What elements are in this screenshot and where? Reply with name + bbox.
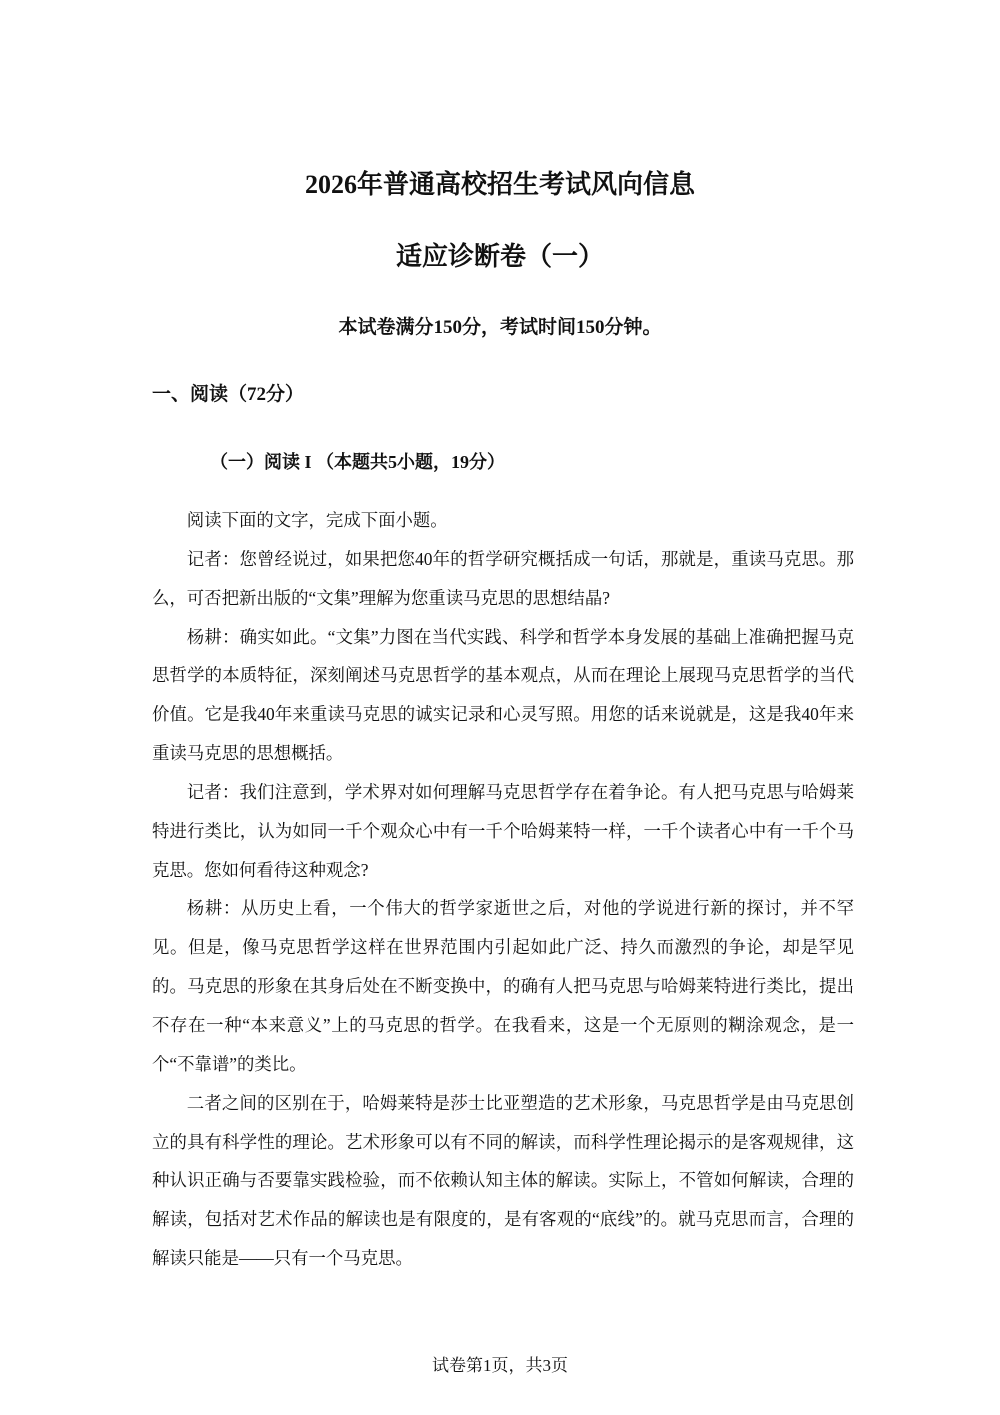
- exam-subtitle: 适应诊断卷（一）: [395, 242, 604, 271]
- exam-info: 本试卷满分150分，考试时间150分钟。: [338, 317, 662, 338]
- passage-paragraph: 杨耕：确实如此。“文集”力图在当代实践、科学和哲学本身发展的基础上准确把握马克思哲学的本质特征，深刻阐述马克思哲学的基本观点，从而在理论上展现马克思哲学的当代价值。它是我40年来重读马克思的诚实记录和心灵写照。用您的话来说就是，这是我40年来重读马克思的思想概括。: [152, 626, 854, 764]
- section-heading: 一、阅读（72分）: [152, 384, 305, 405]
- passage-instruction: 阅读下面的文字，完成下面小题。: [186, 510, 448, 530]
- passage-paragraph: 杨耕：从历史上看，一个伟大的哲学家逝世之后，对他的学说进行新的探讨，并不罕见。但是，像马克思哲学这样在世界范围内引起如此广泛、持久而激烈的争论，却是罕见的。马克思的形象在其身后处在不断变换中，的确有人把马克思与哈姆莱特进行类比，提出不存在一种“本来意义”上的马克思的哲学。在我看来，这是一个无原则的糊涂观念，是一个“不靠谱”的类比。: [152, 898, 854, 1074]
- passage-paragraph: 记者：您曾经说过，如果把您40年的哲学研究概括成一句话，那就是，重读马克思。那么，可否把新出版的“文集”理解为您重读马克思的思想结晶?: [152, 548, 854, 608]
- passage-paragraph: 二者之间的区别在于，哈姆莱特是莎士比亚塑造的艺术形象，马克思哲学是由马克思创立的具有科学性的理论。艺术形象可以有不同的解读，而科学性理论揭示的是客观规律，这种认识正确与否要靠实践检验，而不依赖认知主体的解读。实际上，不管如何解读，合理的解读，包括对艺术作品的解读也是有限度的，是有客观的“底线”的。就马克思而言，合理的解读只能是——只有一个马克思。: [152, 1092, 854, 1269]
- reading-passage: [152, 501, 854, 1278]
- passage-paragraph: 记者：我们注意到，学术界对如何理解马克思哲学存在着争论。有人把马克思与哈姆莱特进行类比，认为如同一千个观众心中有一千个哈姆莱特一样，一千个读者心中有一千个马克思。您如何看待这种观念?: [152, 781, 854, 880]
- exam-title: 2026年普通高校招生考试风向信息: [304, 170, 695, 199]
- page-number: 试卷第1页，共3页: [432, 1356, 568, 1375]
- subsection-heading: （一）阅读 I （本题共5小题，19分）: [210, 452, 506, 472]
